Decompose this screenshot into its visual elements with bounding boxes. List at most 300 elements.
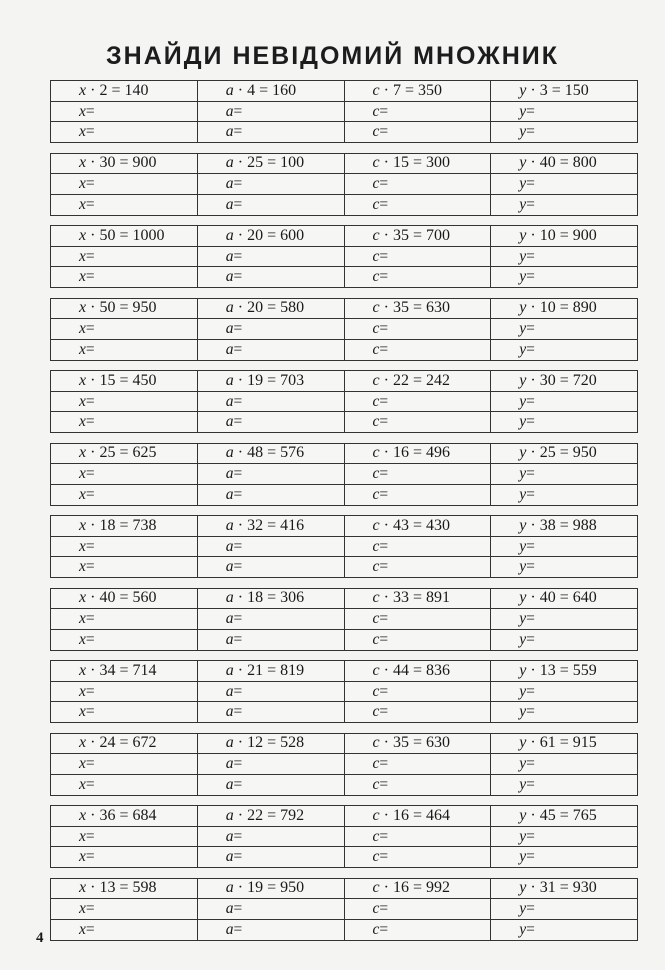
equation-column-x	[51, 589, 198, 650]
answer-line[interactable]	[491, 195, 637, 215]
answer-line[interactable]	[198, 847, 344, 867]
answer-variable: y	[519, 340, 527, 358]
answer-line[interactable]	[345, 827, 491, 848]
variable: c	[372, 589, 380, 607]
answer-line[interactable]	[51, 630, 197, 650]
equation-text: · 20 = 600	[237, 226, 305, 244]
answer-variable: a	[225, 247, 234, 265]
answer-variable: y	[519, 537, 527, 555]
page-title: ЗНАЙДИ НЕВІДОМИЙ МНОЖНИК	[105, 42, 560, 70]
answer-line[interactable]	[198, 827, 344, 848]
equation-block	[50, 588, 638, 651]
answer-equals: =	[379, 920, 389, 938]
answer-line[interactable]	[345, 682, 491, 703]
equation-text: · 16 = 464	[383, 806, 450, 824]
answer-line[interactable]	[345, 485, 491, 505]
answer-equals: =	[379, 848, 389, 866]
variable: c	[372, 661, 380, 679]
equation-column-x	[51, 299, 198, 360]
answer-variable: a	[225, 392, 234, 410]
answer-line[interactable]	[51, 702, 197, 722]
answer-variable: y	[519, 195, 527, 213]
variable: c	[372, 81, 380, 99]
variable: x	[79, 589, 87, 607]
answer-variable: y	[519, 485, 527, 503]
answer-variable: y	[519, 755, 527, 772]
equation-column-c	[345, 81, 492, 142]
variable: x	[79, 806, 87, 824]
answer-line[interactable]	[345, 464, 491, 485]
answer-equals: =	[526, 848, 535, 866]
equation-block	[50, 515, 638, 578]
answer-line[interactable]	[491, 174, 637, 195]
answer-line[interactable]	[345, 702, 491, 722]
equation	[491, 226, 637, 247]
answer-equals: =	[526, 558, 535, 576]
answer-line[interactable]	[51, 485, 197, 505]
answer-line[interactable]	[51, 827, 197, 848]
answer-line[interactable]	[491, 464, 637, 485]
equation-text: · 10 = 890	[530, 299, 597, 317]
answer-line[interactable]	[491, 267, 637, 287]
variable: a	[225, 734, 234, 752]
equation-column-y	[491, 806, 637, 867]
answer-variable: x	[79, 703, 86, 721]
equation-text: · 50 = 950	[90, 299, 157, 317]
answer-equals: =	[526, 610, 535, 627]
answer-variable: a	[225, 413, 234, 431]
variable: x	[79, 154, 87, 172]
answer-line[interactable]	[491, 847, 637, 867]
answer-equals: =	[526, 413, 535, 431]
answer-line[interactable]	[345, 920, 491, 940]
answer-line[interactable]	[491, 827, 637, 848]
equation	[51, 879, 197, 900]
answer-equals: =	[85, 123, 95, 141]
equation-column-a	[198, 879, 345, 940]
answer-line[interactable]	[51, 102, 197, 123]
equation-column-x	[51, 371, 198, 432]
answer-line[interactable]	[491, 557, 637, 577]
answer-line[interactable]	[51, 775, 197, 795]
answer-equals: =	[526, 247, 535, 265]
equation-text: · 20 = 580	[237, 299, 305, 317]
answer-equals: =	[526, 775, 535, 793]
equation-column-a	[198, 734, 345, 795]
equation-text: · 16 = 496	[383, 444, 450, 462]
answer-equals: =	[379, 537, 389, 555]
equation-column-a	[198, 154, 345, 215]
answer-variable: c	[372, 247, 380, 265]
answer-variable: a	[225, 195, 234, 213]
answer-variable: a	[225, 102, 234, 120]
variable: c	[372, 371, 380, 389]
answer-equals: =	[379, 558, 389, 576]
answer-line[interactable]	[345, 195, 491, 215]
equation-column-a	[198, 806, 345, 867]
answer-line[interactable]	[491, 412, 637, 432]
variable: y	[519, 81, 527, 99]
answer-equals: =	[85, 465, 95, 482]
answer-variable: x	[79, 123, 86, 141]
equation-column-y	[491, 81, 637, 142]
answer-equals: =	[379, 268, 389, 286]
variable: x	[79, 299, 87, 317]
answer-line[interactable]	[51, 340, 197, 360]
answer-variable: x	[79, 558, 86, 576]
variable: a	[225, 806, 234, 824]
answer-equals: =	[379, 465, 389, 482]
answer-equals: =	[379, 703, 389, 721]
equation	[491, 734, 637, 755]
answer-equals: =	[379, 340, 389, 358]
equation-column-x	[51, 661, 198, 722]
answer-line[interactable]	[198, 557, 344, 577]
answer-line[interactable]	[198, 102, 344, 123]
answer-equals: =	[85, 268, 95, 286]
answer-line[interactable]	[345, 609, 491, 630]
answer-line[interactable]	[345, 775, 491, 795]
answer-line[interactable]	[198, 267, 344, 287]
answer-equals: =	[233, 413, 243, 431]
answer-line[interactable]	[491, 122, 637, 142]
answer-equals: =	[233, 465, 243, 482]
equation	[491, 371, 637, 392]
answer-line[interactable]	[51, 682, 197, 703]
answer-line[interactable]	[198, 464, 344, 485]
answer-line[interactable]	[198, 174, 344, 195]
answer-variable: c	[372, 827, 380, 845]
answer-equals: =	[379, 175, 389, 192]
answer-equals: =	[233, 123, 243, 141]
variable: x	[79, 81, 87, 99]
equation	[51, 371, 197, 392]
answer-line[interactable]	[491, 775, 637, 795]
answer-equals: =	[526, 485, 535, 503]
variable: x	[79, 226, 87, 244]
answer-variable: y	[519, 123, 527, 141]
equation	[51, 226, 197, 247]
answer-variable: a	[225, 123, 234, 141]
answer-line[interactable]	[491, 319, 637, 340]
answer-line[interactable]	[51, 195, 197, 215]
answer-variable: a	[225, 775, 234, 793]
answer-line[interactable]	[345, 319, 491, 340]
answer-variable: y	[519, 465, 527, 482]
equation	[491, 154, 637, 175]
answer-variable: y	[519, 175, 527, 192]
answer-line[interactable]	[198, 630, 344, 650]
answer-variable: x	[79, 247, 86, 265]
answer-variable: a	[225, 558, 234, 576]
answer-line[interactable]	[345, 754, 491, 775]
equation	[198, 879, 344, 900]
equation	[198, 154, 344, 175]
answer-equals: =	[85, 920, 95, 938]
answer-line[interactable]	[198, 899, 344, 920]
answer-line[interactable]	[491, 247, 637, 268]
answer-line[interactable]	[345, 557, 491, 577]
answer-equals: =	[233, 558, 243, 576]
answer-line[interactable]	[51, 920, 197, 940]
answer-line[interactable]	[198, 319, 344, 340]
equation-text: · 61 = 915	[530, 734, 597, 752]
answer-line[interactable]	[198, 195, 344, 215]
answer-line[interactable]	[345, 630, 491, 650]
answer-variable: c	[372, 920, 380, 938]
answer-equals: =	[526, 195, 535, 213]
answer-line[interactable]	[51, 122, 197, 142]
equation	[198, 81, 344, 102]
equation-column-a	[198, 444, 345, 505]
answer-variable: c	[372, 413, 380, 431]
equation	[198, 371, 344, 392]
answer-line[interactable]	[51, 847, 197, 867]
answer-line[interactable]	[51, 247, 197, 268]
equation-column-c	[345, 444, 492, 505]
answer-line[interactable]	[51, 464, 197, 485]
answer-equals: =	[233, 340, 243, 358]
variable: y	[519, 444, 527, 462]
answer-variable: a	[225, 630, 234, 648]
equation	[198, 299, 344, 320]
answer-line[interactable]	[491, 899, 637, 920]
answer-variable: x	[79, 268, 86, 286]
answer-variable: y	[519, 320, 527, 337]
answer-variable: a	[225, 848, 234, 866]
answer-line[interactable]	[51, 267, 197, 287]
answer-equals: =	[233, 537, 243, 555]
answer-line[interactable]	[345, 122, 491, 142]
answer-variable: x	[79, 320, 86, 337]
answer-line[interactable]	[345, 102, 491, 123]
answer-line[interactable]	[345, 537, 491, 558]
variable: y	[519, 806, 527, 824]
answer-line[interactable]	[198, 609, 344, 630]
variable: c	[372, 226, 380, 244]
answer-variable: y	[519, 268, 527, 286]
answer-variable: y	[519, 102, 527, 120]
equation	[198, 516, 344, 537]
equation-text: · 31 = 930	[530, 879, 597, 897]
answer-line[interactable]	[198, 702, 344, 722]
variable: y	[519, 226, 527, 244]
answer-line[interactable]	[491, 630, 637, 650]
equation	[198, 589, 344, 610]
equation-text: · 10 = 900	[530, 226, 597, 244]
answer-equals: =	[233, 392, 243, 410]
answer-line[interactable]	[491, 537, 637, 558]
equation-column-c	[345, 371, 492, 432]
answer-line[interactable]	[51, 174, 197, 195]
answer-line[interactable]	[198, 122, 344, 142]
answer-equals: =	[526, 102, 535, 120]
answer-line[interactable]	[198, 775, 344, 795]
variable: x	[79, 661, 87, 679]
variable: a	[225, 516, 234, 534]
answer-line[interactable]	[345, 247, 491, 268]
equation	[491, 806, 637, 827]
answer-equals: =	[233, 703, 243, 721]
equation-text: · 30 = 900	[90, 154, 157, 172]
answer-variable: x	[79, 920, 86, 938]
answer-equals: =	[233, 320, 243, 337]
equation-text: · 18 = 306	[237, 589, 305, 607]
equation-column-x	[51, 226, 198, 287]
answer-variable: c	[372, 123, 380, 141]
answer-line[interactable]	[198, 340, 344, 360]
answer-equals: =	[379, 123, 389, 141]
variable: c	[372, 806, 380, 824]
equation-column-c	[345, 516, 492, 577]
answer-line[interactable]	[491, 702, 637, 722]
answer-equals: =	[233, 775, 243, 793]
answer-variable: a	[225, 610, 234, 627]
variable: a	[225, 589, 234, 607]
equation-column-y	[491, 661, 637, 722]
equation	[51, 806, 197, 827]
answer-line[interactable]	[51, 557, 197, 577]
equation-block	[50, 733, 638, 796]
answer-equals: =	[526, 630, 535, 648]
equation-text: · 40 = 800	[530, 154, 597, 172]
equation-text: · 15 = 300	[383, 154, 450, 172]
answer-line[interactable]	[198, 247, 344, 268]
answer-line[interactable]	[198, 537, 344, 558]
answer-equals: =	[233, 682, 243, 700]
answer-line[interactable]	[345, 847, 491, 867]
answer-line[interactable]	[345, 392, 491, 413]
answer-variable: a	[225, 827, 234, 845]
variable: a	[225, 661, 234, 679]
equation-column-y	[491, 589, 637, 650]
answer-line[interactable]	[51, 319, 197, 340]
answer-line[interactable]	[345, 174, 491, 195]
answer-equals: =	[85, 900, 95, 917]
equation	[198, 806, 344, 827]
answer-line[interactable]	[491, 609, 637, 630]
answer-equals: =	[85, 102, 95, 120]
answer-variable: y	[519, 920, 527, 938]
answer-variable: x	[79, 175, 86, 192]
answer-equals: =	[526, 392, 535, 410]
answer-line[interactable]	[345, 267, 491, 287]
answer-equals: =	[85, 630, 95, 648]
answer-equals: =	[85, 755, 95, 772]
answer-line[interactable]	[345, 412, 491, 432]
equation-text: · 33 = 891	[383, 589, 450, 607]
answer-equals: =	[233, 630, 243, 648]
answer-equals: =	[233, 920, 243, 938]
answer-equals: =	[85, 485, 95, 503]
answer-line[interactable]	[491, 682, 637, 703]
variable: c	[372, 444, 380, 462]
answer-variable: x	[79, 465, 86, 482]
equation-text: · 40 = 640	[530, 589, 597, 607]
answer-line[interactable]	[51, 537, 197, 558]
equation	[345, 299, 491, 320]
answer-equals: =	[526, 703, 535, 721]
answer-line[interactable]	[491, 485, 637, 505]
answer-line[interactable]	[491, 920, 637, 940]
answer-line[interactable]	[198, 412, 344, 432]
answer-line[interactable]	[51, 899, 197, 920]
answer-equals: =	[379, 755, 389, 772]
equation-column-a	[198, 81, 345, 142]
answer-variable: y	[519, 630, 527, 648]
equation-column-x	[51, 516, 198, 577]
equation	[345, 661, 491, 682]
answer-variable: x	[79, 848, 86, 866]
answer-line[interactable]	[51, 392, 197, 413]
variable: y	[519, 661, 527, 679]
answer-equals: =	[379, 320, 389, 337]
equation-column-c	[345, 154, 492, 215]
answer-line[interactable]	[51, 754, 197, 775]
answer-equals: =	[85, 537, 95, 555]
variable: y	[519, 589, 527, 607]
answer-equals: =	[379, 485, 389, 503]
equation-block	[50, 298, 638, 361]
equation-text: · 12 = 528	[237, 734, 305, 752]
answer-line[interactable]	[491, 392, 637, 413]
variable: c	[372, 154, 380, 172]
answer-line[interactable]	[51, 609, 197, 630]
answer-line[interactable]	[345, 899, 491, 920]
answer-line[interactable]	[198, 485, 344, 505]
answer-line[interactable]	[198, 920, 344, 940]
answer-line[interactable]	[198, 754, 344, 775]
answer-line[interactable]	[491, 754, 637, 775]
answer-variable: c	[372, 268, 380, 286]
answer-line[interactable]	[51, 412, 197, 432]
equation-text: · 19 = 703	[237, 371, 305, 389]
answer-equals: =	[85, 775, 95, 793]
answer-line[interactable]	[345, 340, 491, 360]
variable: y	[519, 516, 527, 534]
equation-column-c	[345, 589, 492, 650]
equation-text: · 43 = 430	[383, 516, 450, 534]
variable: c	[372, 516, 380, 534]
equation-column-a	[198, 371, 345, 432]
variable: a	[225, 879, 234, 897]
answer-equals: =	[85, 827, 95, 845]
variable: y	[519, 299, 527, 317]
answer-variable: c	[372, 848, 380, 866]
answer-equals: =	[379, 247, 389, 265]
answer-variable: x	[79, 392, 86, 410]
answer-line[interactable]	[491, 340, 637, 360]
equation	[345, 226, 491, 247]
equation-text: · 30 = 720	[530, 371, 597, 389]
answer-variable: c	[372, 320, 380, 337]
answer-equals: =	[379, 900, 389, 917]
answer-equals: =	[526, 682, 535, 700]
answer-line[interactable]	[491, 102, 637, 123]
answer-line[interactable]	[198, 682, 344, 703]
equation-column-y	[491, 734, 637, 795]
answer-equals: =	[526, 175, 535, 192]
equation-text: · 22 = 242	[383, 371, 450, 389]
answer-line[interactable]	[198, 392, 344, 413]
equation-column-x	[51, 81, 198, 142]
equation-text: · 16 = 992	[383, 879, 450, 897]
equation-text: · 35 = 630	[383, 299, 450, 317]
equation	[491, 516, 637, 537]
answer-variable: x	[79, 610, 86, 627]
answer-variable: c	[372, 755, 380, 772]
variable: y	[519, 734, 527, 752]
